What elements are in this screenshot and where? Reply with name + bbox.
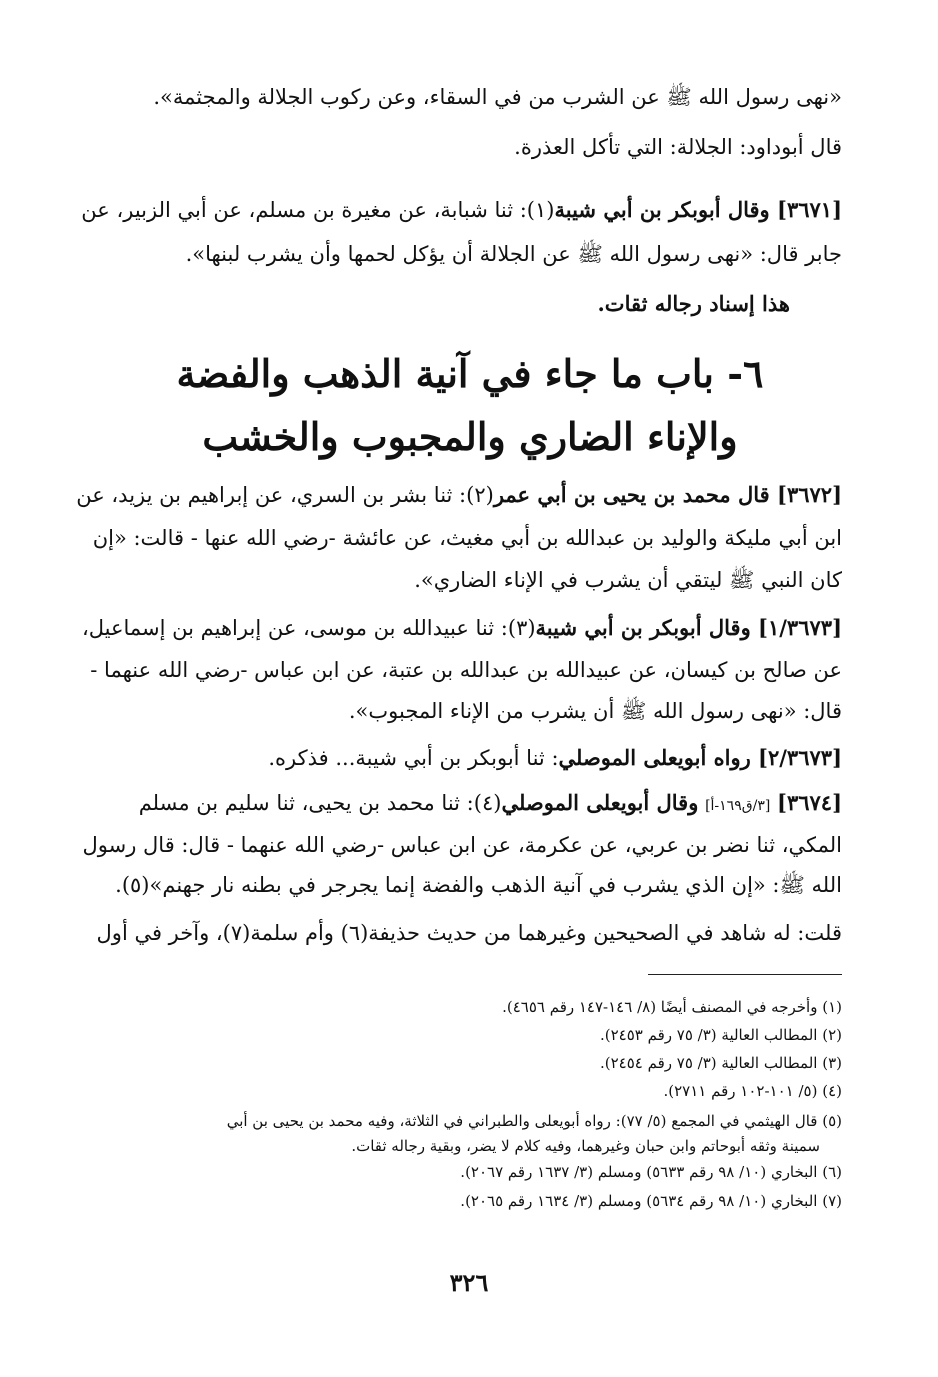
footnote-4: (٤) (٥/ ١٠١-١٠٢ رقم ٢٧١١). [663,1082,842,1100]
hadith-3672-line-3: كان النبي ﷺ ليتقي أن يشرب في الإناء الضاري». [414,568,842,592]
hadith-3672-line-2: ابن أبي مليكة والوليد بن عبدالله بن أبي مغيث، عن عائشة -رضي الله عنها - قالت: «إن [92,526,842,550]
footnote-6: (٦) البخاري (١٠/ ٩٨ رقم ٥٦٣٣) ومسلم (٣/ ١٦٣٧ رقم ٢٠٦٧). [460,1163,842,1181]
chapter-heading-1: ٦- باب ما جاء في آنية الذهب والفضة [176,351,764,396]
chapter-heading-2: والإناء الضاري والمجبوب والخشب [202,414,738,459]
hadith-3674-line-3: الله ﷺ: «إن الذي يشرب في آنية الذهب والفضة إنما يجرجر في بطنه نار جهنم»(٥). [115,873,842,897]
footnote-2: (٢) المطالب العالية (٣/ ٧٥ رقم ٢٤٥٣). [599,1026,842,1044]
manuscript-ref: [٣/ق١٦٩-أ] [705,798,771,814]
hadith-3671-line-1 [52,193,842,227]
footnote-7: (٧) البخاري (١٠/ ٩٨ رقم ٥٦٣٤) ومسلم (٣/ ١٦٣٤ رقم ٢٠٦٥). [460,1192,842,1210]
hadith-3673-1-narrator: [١/٣٦٧٣] وقال أبوبكر بن أبي شيبة [535,615,842,640]
hadith-3673-2-narrator: [٢/٣٦٧٣] رواه أبويعلى الموصلي [558,745,842,770]
text-line-2: قال أبوداود: الجلالة: التي تأكل العذرة. [514,135,842,159]
hadith-3673-1-line-2: عن صالح بن كيسان، عن عبيدالله بن عبدالله بن عتبة، عن ابن عباس -رضي الله عنهما - [90,658,842,682]
commentary-line: قلت: له شاهد في الصحيحين وغيرهما من حديث حذيفة(٦) وأم سلمة(٧)، وآخر في أول [96,921,842,945]
hadith-3674-line-2: المكي، ثنا نضر بن عربي، عن عكرمة، عن ابن عباس -رضي الله عنهما - قال: قال رسول [82,833,842,857]
hadith-3672-narrator: [٣٦٧٢] قال محمد بن يحيى بن أبي عمر [493,482,842,507]
hadith-3672-chain: (٢): ثنا بشر بن السري، عن إبراهيم بن يزيد، عن [76,483,494,507]
hadith-3674-line-1 [52,786,842,823]
hadith-3671-chain: (١): ثنا شبابة، عن مغيرة بن مسلم، عن أبي الزبير، عن [81,198,555,222]
hadith-3673-1-line-1 [52,611,842,645]
page-number: ٣٢٦ [449,1268,489,1297]
isnad-note: هذا إسناد رجاله ثقات. [597,291,790,316]
hadith-3673-2-chain: : ثنا أبوبكر بن أبي شيبة... فذكره. [268,746,559,770]
footnote-5-continuation: سمينة وثقه أبوحاتم وابن حبان وغيرهما، وفيه كلام لا يضر، وبقية رجاله ثقات. [351,1137,820,1155]
hadith-3674-number: [٣٦٧٤] [777,790,842,815]
footnote-1: (١) وأخرجه في المصنف أيضًا (٨/ ١٤٦-١٤٧ رقم ٤٦٥٦). [502,998,842,1016]
hadith-3673-1-line-3: قال: «نهى رسول الله ﷺ أن يشرب من الإناء المجبوب». [348,699,842,723]
hadith-3674-narrator: وقال أبويعلى الموصلي [501,790,699,815]
hadith-3671-line-2: جابر قال: «نهى رسول الله ﷺ عن الجلالة أن يؤكل لحمها وأن يشرب لبنها». [185,242,842,266]
hadith-3671-narrator: [٣٦٧١] وقال أبوبكر بن أبي شيبة [554,197,842,222]
hadith-3672-line-1 [52,478,842,512]
footnote-5: (٥) قال الهيثمي في المجمع (٥/ ٧٧): رواه أبويعلى والطبراني في الثلاثة، وفيه محمد بن يحيى بن أبي [226,1112,842,1130]
footnote-3: (٣) المطالب العالية (٣/ ٧٥ رقم ٢٤٥٤). [599,1054,842,1072]
footnote-separator [648,974,842,975]
hadith-3674-chain: (٤): ثنا محمد بن يحيى، ثنا سليم بن مسلم [138,791,502,815]
text-line-1: «نهى رسول الله ﷺ عن الشرب من في السقاء، وعن ركوب الجلالة والمجثمة». [153,85,842,109]
hadith-3673-1-chain: (٣): ثنا عبيدالله بن موسى، عن إبراهيم بن إسماعيل، [81,616,536,640]
hadith-3673-2-line [52,741,842,775]
